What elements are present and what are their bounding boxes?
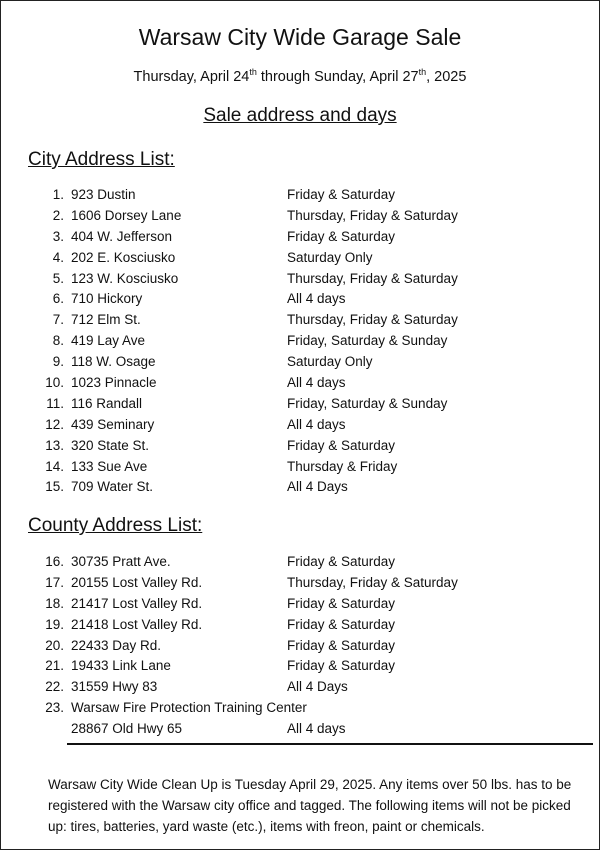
item-address: 20155 Lost Valley Rd. <box>71 574 203 590</box>
item-address: 439 Seminary <box>71 416 155 432</box>
item-days: Friday & Saturday <box>287 616 396 632</box>
item-address: 712 Elm St. <box>71 312 141 328</box>
list-item <box>1 310 600 331</box>
clean-up-notice: Warsaw City Wide Clean Up is Tuesday April 29, 2025. Any items over 50 lbs. has to be registered with the Warsaw city office and tagged. The following items will not be picked up: tires, batteries, yard waste (etc.), items with freon, paint or chemicals. <box>48 777 572 834</box>
item-address: 710 Hickory <box>71 291 143 307</box>
item-address: 419 Lay Ave <box>71 333 146 349</box>
list-item <box>1 269 600 290</box>
list-item <box>1 394 600 415</box>
item-number: 19. <box>45 616 64 632</box>
item-number: 6. <box>52 291 64 307</box>
list-item <box>1 552 600 573</box>
list-item <box>1 615 600 636</box>
list-item <box>1 373 600 394</box>
list-item <box>1 636 600 657</box>
item-number: 20. <box>45 637 64 653</box>
item-number: 12. <box>45 416 64 432</box>
item-days: Friday & Saturday <box>287 187 396 202</box>
item-number: 10. <box>45 375 64 391</box>
item-number: 3. <box>52 228 64 244</box>
city-address-list <box>1 185 600 498</box>
item-address: 30735 Pratt Ave. <box>71 554 171 569</box>
page-subtitle: Sale address and days <box>203 105 397 126</box>
list-item <box>1 185 600 206</box>
item-days: All 4 days <box>287 375 346 391</box>
item-days: Friday, Saturday & Sunday <box>287 333 448 349</box>
list-item <box>1 477 600 498</box>
item-address: 133 Sue Ave <box>71 458 148 474</box>
item-days: All 4 Days <box>287 679 348 695</box>
list-item <box>1 248 600 269</box>
item-days: Thursday, Friday & Saturday <box>287 574 458 590</box>
item-number: 18. <box>45 595 64 611</box>
item-number: 11. <box>46 395 64 411</box>
item-days: Saturday Only <box>287 249 373 265</box>
item-number: 22. <box>45 679 64 695</box>
item-days: All 4 Days <box>287 479 348 495</box>
item-number: 4. <box>52 249 64 265</box>
item-address: 1023 Pinnacle <box>71 375 157 391</box>
dates-part-3: , 2025 <box>426 69 467 85</box>
item-number: 1. <box>52 187 64 202</box>
item-number: 14. <box>45 458 64 474</box>
item-address: 21417 Lost Valley Rd. <box>71 595 203 611</box>
item-number: 15. <box>45 479 64 495</box>
item-days: All 4 days <box>287 416 346 432</box>
item-number: 9. <box>52 354 64 370</box>
item-number: 17. <box>45 574 64 590</box>
list-item <box>1 289 600 310</box>
list-item <box>1 656 600 677</box>
item-days: Saturday Only <box>287 354 373 370</box>
list-item <box>1 457 600 478</box>
list-item <box>1 573 600 594</box>
item-address: 28867 Old Hwy 65 <box>71 721 183 737</box>
list-item <box>1 352 600 373</box>
county-list-heading: County Address List: <box>28 515 203 536</box>
list-item <box>1 415 600 436</box>
list-item <box>1 677 600 698</box>
item-days: Thursday, Friday & Saturday <box>287 270 458 286</box>
item-days: Friday & Saturday <box>287 228 396 244</box>
item-days: Friday & Saturday <box>287 637 396 653</box>
item-number: 21. <box>45 658 64 674</box>
item-address: Warsaw Fire Protection Training Center <box>71 700 307 716</box>
item-number: 7. <box>52 312 64 328</box>
item-number: 2. <box>52 207 64 223</box>
item-address: 21418 Lost Valley Rd. <box>71 616 203 632</box>
item-days: Friday, Saturday & Sunday <box>287 395 448 411</box>
city-list-heading: City Address List: <box>28 149 175 170</box>
item-days: Friday & Saturday <box>287 658 396 674</box>
list-item <box>1 206 600 227</box>
list-item <box>1 436 600 457</box>
list-item <box>1 719 600 740</box>
item-days: All 4 days <box>287 291 346 307</box>
item-address: 31559 Hwy 83 <box>71 679 158 695</box>
item-number: 8. <box>52 333 64 349</box>
item-address: 118 W. Osage <box>71 354 156 370</box>
divider-line <box>67 743 593 745</box>
item-days: Friday & Saturday <box>287 595 396 611</box>
dates-ordinal-1: th <box>249 67 257 78</box>
item-address: 19433 Link Lane <box>71 658 171 674</box>
list-item <box>1 227 600 248</box>
dates-ordinal-2: th <box>418 67 427 78</box>
list-item <box>1 594 600 615</box>
item-days: Thursday & Friday <box>287 458 398 474</box>
item-address: 923 Dustin <box>71 187 136 202</box>
item-days: All 4 days <box>287 721 346 737</box>
item-address: 22433 Day Rd. <box>71 637 162 653</box>
item-number: 5. <box>52 270 64 286</box>
item-address: 202 E. Kosciusko <box>71 249 176 265</box>
item-address: 116 Randall <box>71 395 143 411</box>
item-number: 13. <box>45 437 64 453</box>
item-address: 404 W. Jefferson <box>71 228 173 244</box>
item-address: 320 State St. <box>71 437 150 453</box>
item-number: 16. <box>45 554 64 569</box>
dates-part-1: Thursday, April 24 <box>133 69 250 85</box>
item-days: Thursday, Friday & Saturday <box>287 207 458 223</box>
item-days: Thursday, Friday & Saturday <box>287 312 458 328</box>
item-address: 123 W. Kosciusko <box>71 270 179 286</box>
item-days: Friday & Saturday <box>287 554 396 569</box>
county-address-list <box>1 552 600 740</box>
item-days: Friday & Saturday <box>287 437 396 453</box>
item-address: 1606 Dorsey Lane <box>71 207 182 223</box>
item-number: 23. <box>45 700 64 716</box>
page-title: Warsaw City Wide Garage Sale <box>138 24 462 50</box>
dates-part-2: through Sunday, April 27 <box>256 69 419 85</box>
list-item <box>1 331 600 352</box>
sale-dates <box>1 68 599 86</box>
item-address: 709 Water St. <box>71 479 154 495</box>
list-item <box>1 698 600 719</box>
